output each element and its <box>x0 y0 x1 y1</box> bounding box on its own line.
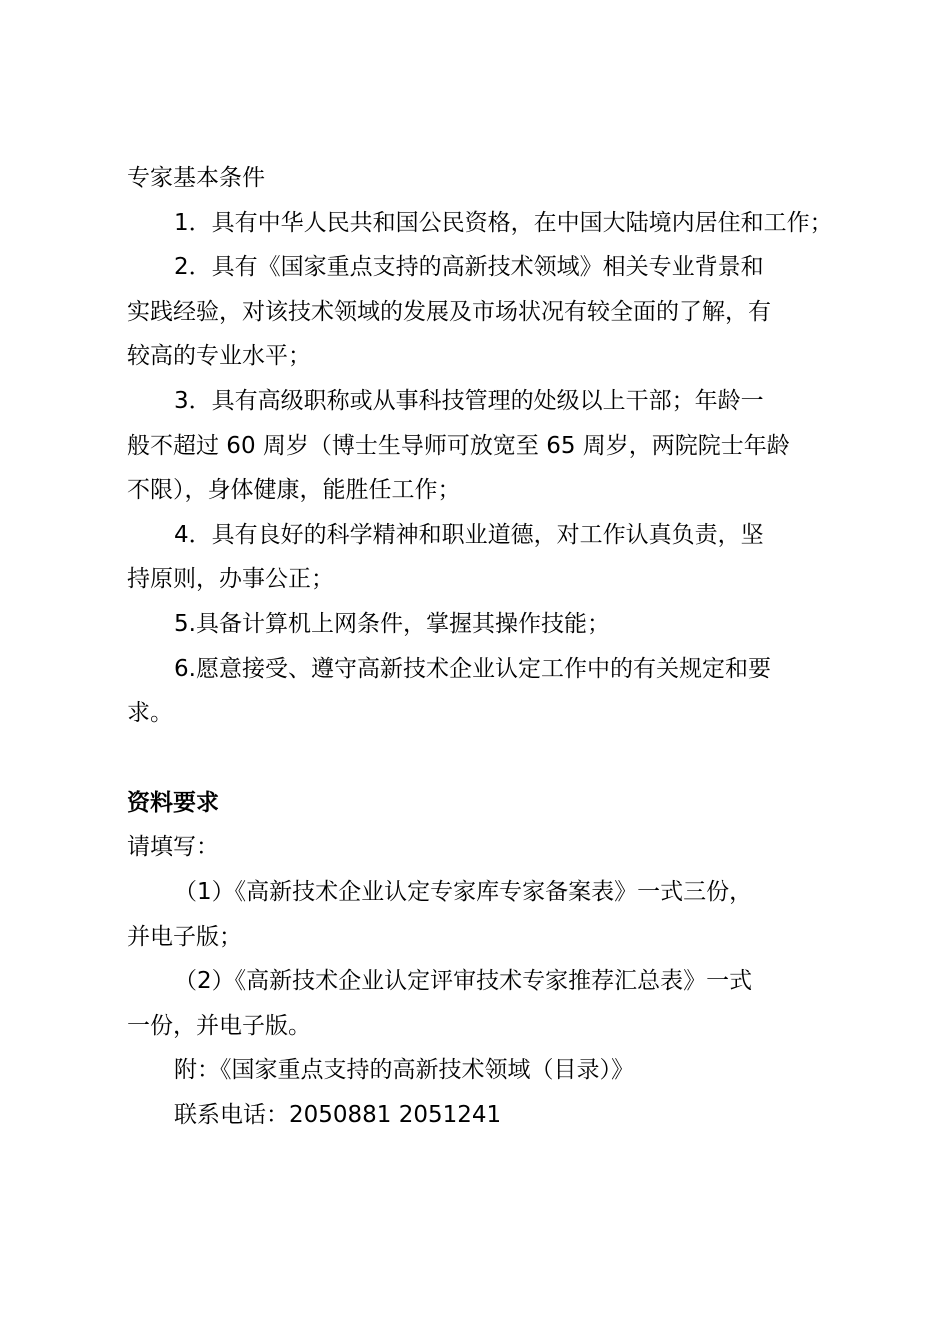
material-2-line-2: 一份，并电子版。 <box>127 1012 311 1039</box>
condition-2-line-3: 较高的专业水平； <box>127 343 311 370</box>
condition-4-line-1: 4．具有良好的科学精神和职业道德，对工作认真负责，坚 <box>174 521 764 548</box>
condition-2-line-2: 实践经验，对该技术领域的发展及市场状况有较全面的了解，有 <box>127 298 771 325</box>
conditions-title: 专家基本条件 <box>127 165 265 191</box>
material-1-line-2: 并电子版； <box>127 923 242 950</box>
condition-3-line-3: 不限），身体健康，能胜任工作； <box>127 477 461 504</box>
section-spacer <box>127 736 827 781</box>
condition-6-line-1: 6.愿意接受、遵守高新技术企业认定工作中的有关规定和要 <box>174 655 771 682</box>
condition-4-line-2: 持原则，办事公正； <box>127 566 334 593</box>
condition-1-line-1: 1．具有中华人民共和国公民资格，在中国大陆境内居住和工作； <box>174 209 833 236</box>
materials-intro: 请填写： <box>127 834 219 861</box>
materials-title: 资料要求 <box>127 789 219 816</box>
condition-3-line-1: 3．具有高级职称或从事科技管理的处级以上干部；年龄一 <box>174 387 764 414</box>
material-1-line-1: （1）《高新技术企业认定专家库专家备案表》一式三份， <box>174 878 753 905</box>
contact-phone: 联系电话：2050881 2051241 <box>174 1101 502 1128</box>
condition-2-line-1: 2．具有《国家重点支持的高新技术领域》相关专业背景和 <box>174 254 764 281</box>
material-2-line-1: （2）《高新技术企业认定评审技术专家推荐汇总表》一式 <box>174 968 753 995</box>
condition-3-line-2: 般不超过 60 周岁（博士生导师可放宽至 65 周岁，两院院士年龄 <box>127 432 790 459</box>
document-body <box>127 156 833 1137</box>
condition-5-line-1: 5.具备计算机上网条件，掌握其操作技能； <box>174 610 610 637</box>
condition-6-line-2: 求。 <box>127 700 173 727</box>
attachment-note: 附：《国家重点支持的高新技术领域（目录）》 <box>174 1057 634 1084</box>
